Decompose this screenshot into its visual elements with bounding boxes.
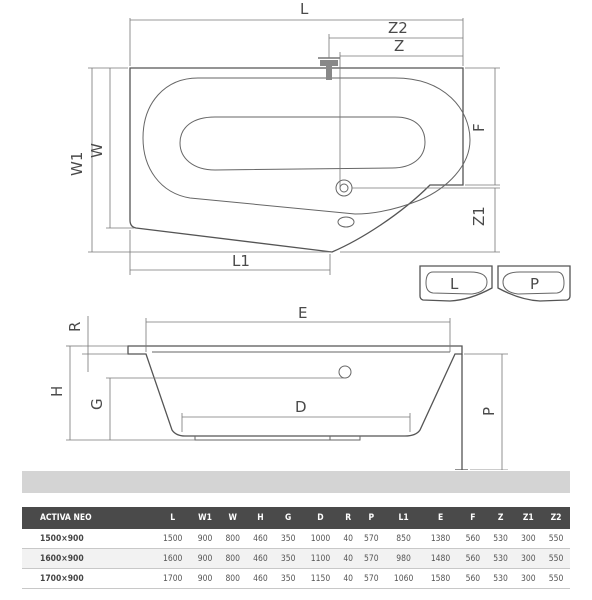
table-cell: 40 bbox=[339, 569, 357, 589]
table-cell: 1380 bbox=[422, 529, 459, 549]
overflow-side-icon bbox=[339, 366, 351, 378]
table-cell: 900 bbox=[191, 549, 219, 569]
label-F: F bbox=[470, 123, 488, 132]
table-cell: 570 bbox=[357, 529, 385, 549]
table-cell: 550 bbox=[542, 549, 570, 569]
table-header-cell: E bbox=[422, 507, 459, 529]
spec-table bbox=[22, 507, 570, 589]
table-header-row bbox=[22, 507, 570, 529]
table-cell: 530 bbox=[487, 529, 515, 549]
table-cell: 800 bbox=[219, 529, 247, 549]
table-cell: 350 bbox=[274, 569, 302, 589]
table-cell: 1500×900 bbox=[22, 529, 154, 549]
table-header-cell: Z1 bbox=[514, 507, 542, 529]
table-cell: 1700 bbox=[154, 569, 191, 589]
table-cell: 550 bbox=[542, 529, 570, 549]
table-header-cell: L bbox=[154, 507, 191, 529]
table-cell: 530 bbox=[487, 549, 515, 569]
table-cell: 1000 bbox=[302, 529, 339, 549]
table-header-cell: Z bbox=[487, 507, 515, 529]
table-cell: 560 bbox=[459, 529, 487, 549]
label-W1: W1 bbox=[68, 151, 86, 176]
drain-icon bbox=[336, 180, 352, 196]
table-cell: 570 bbox=[357, 549, 385, 569]
label-P: P bbox=[480, 406, 498, 416]
table-cell: 560 bbox=[459, 549, 487, 569]
table-cell: 300 bbox=[514, 569, 542, 589]
variant-right bbox=[498, 266, 570, 301]
top-view bbox=[68, 0, 500, 275]
variant-left bbox=[420, 266, 492, 301]
table-cell: 850 bbox=[385, 529, 422, 549]
table-cell: 1060 bbox=[385, 569, 422, 589]
table-row bbox=[22, 549, 570, 569]
table-cell: 560 bbox=[459, 569, 487, 589]
table-cell: 1600×900 bbox=[22, 549, 154, 569]
table-cell: 1700×900 bbox=[22, 569, 154, 589]
label-W: W bbox=[88, 143, 106, 158]
label-Z: Z bbox=[394, 37, 405, 55]
table-header-cell: F bbox=[459, 507, 487, 529]
table-cell: 1500 bbox=[154, 529, 191, 549]
label-H: H bbox=[48, 385, 66, 397]
table-cell: 1100 bbox=[302, 549, 339, 569]
table-body bbox=[22, 529, 570, 589]
table-header-cell: H bbox=[247, 507, 275, 529]
table-header-cell: G bbox=[274, 507, 302, 529]
table-header-cell: P bbox=[357, 507, 385, 529]
variant-left-label: L bbox=[450, 275, 459, 293]
table-cell: 300 bbox=[514, 529, 542, 549]
table-header-cell: W bbox=[219, 507, 247, 529]
label-D: D bbox=[295, 398, 307, 416]
table-cell: 570 bbox=[357, 569, 385, 589]
table-cell: 1580 bbox=[422, 569, 459, 589]
table-header-cell: D bbox=[302, 507, 339, 529]
label-Z2: Z2 bbox=[388, 19, 408, 37]
label-L1: L1 bbox=[232, 252, 250, 270]
table-header-cell: Z2 bbox=[542, 507, 570, 529]
drain-inner-icon bbox=[340, 184, 348, 192]
tub-outline-top bbox=[130, 68, 463, 252]
label-G: G bbox=[88, 398, 106, 410]
table-cell: 350 bbox=[274, 549, 302, 569]
table-row bbox=[22, 569, 570, 589]
tub-outline-side bbox=[128, 346, 462, 436]
label-L: L bbox=[300, 0, 309, 18]
table-header-cell: L1 bbox=[385, 507, 422, 529]
table-header-cell: W1 bbox=[191, 507, 219, 529]
overflow-icon bbox=[338, 217, 354, 227]
table-cell: 460 bbox=[247, 569, 275, 589]
table-cell: 1480 bbox=[422, 549, 459, 569]
table-cell: 40 bbox=[339, 549, 357, 569]
table-row bbox=[22, 529, 570, 549]
table-cell: 1150 bbox=[302, 569, 339, 589]
faucet-icon bbox=[318, 58, 340, 80]
label-R: R bbox=[66, 321, 84, 332]
table-cell: 550 bbox=[542, 569, 570, 589]
table-cell: 900 bbox=[191, 569, 219, 589]
table-cell: 460 bbox=[247, 529, 275, 549]
separator-band bbox=[22, 471, 570, 493]
label-Z1: Z1 bbox=[470, 206, 488, 226]
table-header-cell: ACTIVA NEO bbox=[22, 507, 154, 529]
table-cell: 800 bbox=[219, 549, 247, 569]
label-E: E bbox=[298, 304, 308, 322]
basin-floor bbox=[180, 117, 425, 170]
table-cell: 530 bbox=[487, 569, 515, 589]
table-cell: 980 bbox=[385, 549, 422, 569]
table-cell: 900 bbox=[191, 529, 219, 549]
table-cell: 460 bbox=[247, 549, 275, 569]
side-view bbox=[48, 304, 508, 470]
table-cell: 300 bbox=[514, 549, 542, 569]
table-header-cell: R bbox=[339, 507, 357, 529]
table-cell: 800 bbox=[219, 569, 247, 589]
table-cell: 40 bbox=[339, 529, 357, 549]
variant-right-label: P bbox=[530, 275, 540, 293]
table-cell: 350 bbox=[274, 529, 302, 549]
table-cell: 1600 bbox=[154, 549, 191, 569]
